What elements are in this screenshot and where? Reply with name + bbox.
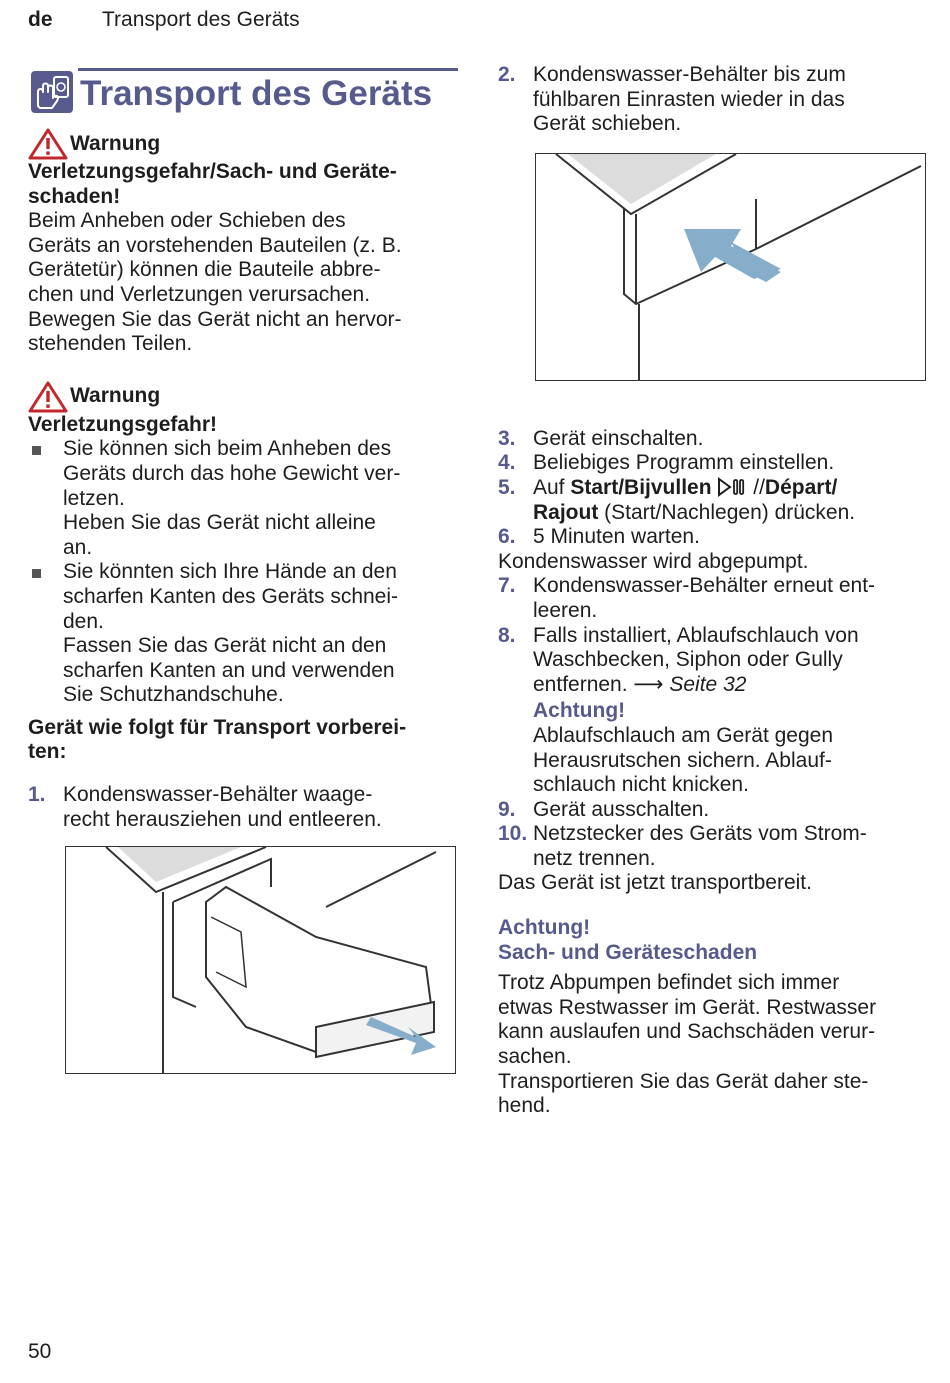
figure-drawer-push-in xyxy=(535,153,926,381)
warning-1-body-line: Geräts an vorstehenden Bauteilen (z. B. xyxy=(28,233,402,257)
attention-subtitle: Sach- und Geräteschaden xyxy=(498,940,758,964)
section-heading xyxy=(28,66,460,122)
steps-list-right-3 xyxy=(498,574,928,871)
title-rule xyxy=(78,68,458,71)
warning-1-body-line: Bewegen Sie das Gerät nicht an hervor- xyxy=(28,307,402,331)
bullet-line: Heben Sie das Gerät nicht alleine xyxy=(63,511,376,535)
hand-safety-icon xyxy=(30,70,74,114)
warning-1-head xyxy=(28,128,460,160)
page-reference-link[interactable]: Seite 32 xyxy=(669,672,747,696)
button-name: Start/Bijvullen xyxy=(570,475,712,499)
step-text: (Start/Nachlegen) drücken. xyxy=(598,500,856,524)
step-text: Beliebiges Programm einstellen. xyxy=(533,451,835,475)
step-10 xyxy=(498,822,928,871)
page-title: Transport des Geräts xyxy=(80,74,433,113)
step-line xyxy=(533,673,928,698)
page-number: 50 xyxy=(28,1340,52,1363)
bullet-line: Sie könnten sich Ihre Hände an den xyxy=(63,560,397,584)
step-line: Waschbecken, Siphon oder Gully xyxy=(533,648,843,672)
steps-list-right-2 xyxy=(498,427,928,550)
step-number: 1. xyxy=(28,783,46,807)
left-column xyxy=(28,66,460,1074)
list-item xyxy=(28,560,460,708)
step-7 xyxy=(498,574,928,623)
step-9 xyxy=(498,798,928,823)
warning-1-body-line: Gerätetür) können die Bauteile abbre- xyxy=(28,258,381,282)
step-line: Ablaufschlauch am Gerät gegen xyxy=(533,723,834,747)
button-name: Départ/ xyxy=(764,475,838,499)
step-line: Netzstecker des Geräts vom Strom- xyxy=(533,822,867,846)
bullet-line: Fassen Sie das Gerät nicht an den xyxy=(63,634,387,658)
step-line: leeren. xyxy=(533,598,598,622)
step-line: fühlbaren Einrasten wieder in das xyxy=(533,87,845,111)
warning-triangle-icon xyxy=(28,381,68,413)
step-8 xyxy=(498,624,928,798)
step-text: Gerät ausschalten. xyxy=(533,797,710,821)
step-text: entfernen. xyxy=(533,672,628,696)
step-number: 4. xyxy=(498,451,516,475)
step-text: 5 Minuten warten. xyxy=(533,525,700,549)
step-line: recht herausziehen und entleeren. xyxy=(63,807,382,831)
bullet-line: Sie Schutzhandschuhe. xyxy=(63,683,284,707)
step-line xyxy=(533,476,928,501)
step-4 xyxy=(498,451,928,476)
bullet-line: den. xyxy=(63,609,104,633)
header-language: de xyxy=(28,8,53,31)
warning-1-body-line: Beim Anheben oder Schieben des xyxy=(28,209,346,233)
warning-triangle-icon xyxy=(28,128,68,160)
steps-list-left xyxy=(28,783,460,832)
step-line: schlauch nicht knicken. xyxy=(533,773,749,797)
warning-2-head xyxy=(28,381,460,413)
step-8-attention: Achtung! xyxy=(533,699,626,723)
header-title: Transport des Geräts xyxy=(102,8,300,31)
warning-1-heading-line2: schaden! xyxy=(28,184,121,208)
bullet-square-icon xyxy=(32,446,41,455)
step-2 xyxy=(498,63,928,137)
bullet-square-icon xyxy=(32,569,41,578)
attention-title: Achtung! xyxy=(498,916,591,940)
arrow-right-icon: ⟶ xyxy=(633,672,664,696)
bullet-line: scharfen Kanten des Geräts schnei- xyxy=(63,584,399,608)
step-number: 3. xyxy=(498,426,516,450)
warning-2-label: Warnung xyxy=(70,384,161,408)
step-1 xyxy=(28,783,460,832)
step-text: Gerät einschalten. xyxy=(533,426,704,450)
bullet-line: Geräts durch das hohe Gewicht ver- xyxy=(63,461,401,485)
attention-line: sachen. xyxy=(498,1045,572,1069)
step-line: Gerät schieben. xyxy=(533,112,682,136)
step-line: netz trennen. xyxy=(533,846,656,870)
step-6 xyxy=(498,525,928,550)
figure-drawer-pull-out xyxy=(65,846,456,1074)
bullet-line: letzen. xyxy=(63,486,125,510)
step-text: // xyxy=(747,475,765,499)
list-item xyxy=(28,437,460,560)
prep-heading-line2: ten: xyxy=(28,740,67,764)
drawer-pull-out-illustration xyxy=(66,847,455,1073)
step-line xyxy=(533,501,928,526)
prep-heading-line1: Gerät wie folgt für Transport vorberei- xyxy=(28,715,407,739)
attention-line: hend. xyxy=(498,1094,551,1118)
warning-1-heading-line1: Verletzungsgefahr/Sach- und Geräte- xyxy=(28,160,397,183)
step-number: 8. xyxy=(498,623,516,647)
attention-line: kann auslaufen und Sachschäden verur- xyxy=(498,1020,876,1044)
step-line: Kondenswasser-Behälter waage- xyxy=(63,783,373,807)
result-text: Das Gerät ist jetzt transportbereit. xyxy=(498,871,812,895)
step-line: Herausrutschen sichern. Ablauf- xyxy=(533,748,832,772)
right-column xyxy=(498,63,928,1119)
attention-line: Transportieren Sie das Gerät daher ste- xyxy=(498,1069,869,1093)
step-number: 2. xyxy=(498,63,516,86)
step-3 xyxy=(498,427,928,452)
step-line: Kondenswasser-Behälter erneut ent- xyxy=(533,574,876,598)
start-pause-icon xyxy=(717,477,747,497)
warning-1-label: Warnung xyxy=(70,131,161,155)
attention-line: Trotz Abpumpen befindet sich immer xyxy=(498,971,840,995)
step-line: Kondenswasser-Behälter bis zum xyxy=(533,63,846,86)
warning-1-body-line: stehenden Teilen. xyxy=(28,332,193,356)
drawer-push-in-illustration xyxy=(536,154,925,380)
step-number: 7. xyxy=(498,574,516,598)
steps-list-right xyxy=(498,63,928,137)
step-number: 5. xyxy=(498,475,516,499)
step-number: 10. xyxy=(498,822,528,846)
step-5 xyxy=(498,476,928,525)
attention-line: etwas Restwasser im Gerät. Restwasser xyxy=(498,995,877,1019)
result-text: Kondenswasser wird abgepumpt. xyxy=(498,549,809,573)
step-number: 6. xyxy=(498,525,516,549)
bullet-line: Sie können sich beim Anheben des xyxy=(63,437,392,461)
step-number: 9. xyxy=(498,797,516,821)
bullet-line: an. xyxy=(63,535,93,559)
warning-1-body-line: chen und Verletzungen verursachen. xyxy=(28,282,371,306)
warning-2-heading: Verletzungsgefahr! xyxy=(28,412,218,436)
warning-2-bullets xyxy=(28,437,460,708)
step-text: Auf xyxy=(533,475,571,499)
step-line: Falls installiert, Ablaufschlauch von xyxy=(533,623,859,647)
bullet-line: scharfen Kanten an und verwenden xyxy=(63,658,395,682)
button-name: Rajout xyxy=(533,500,599,524)
